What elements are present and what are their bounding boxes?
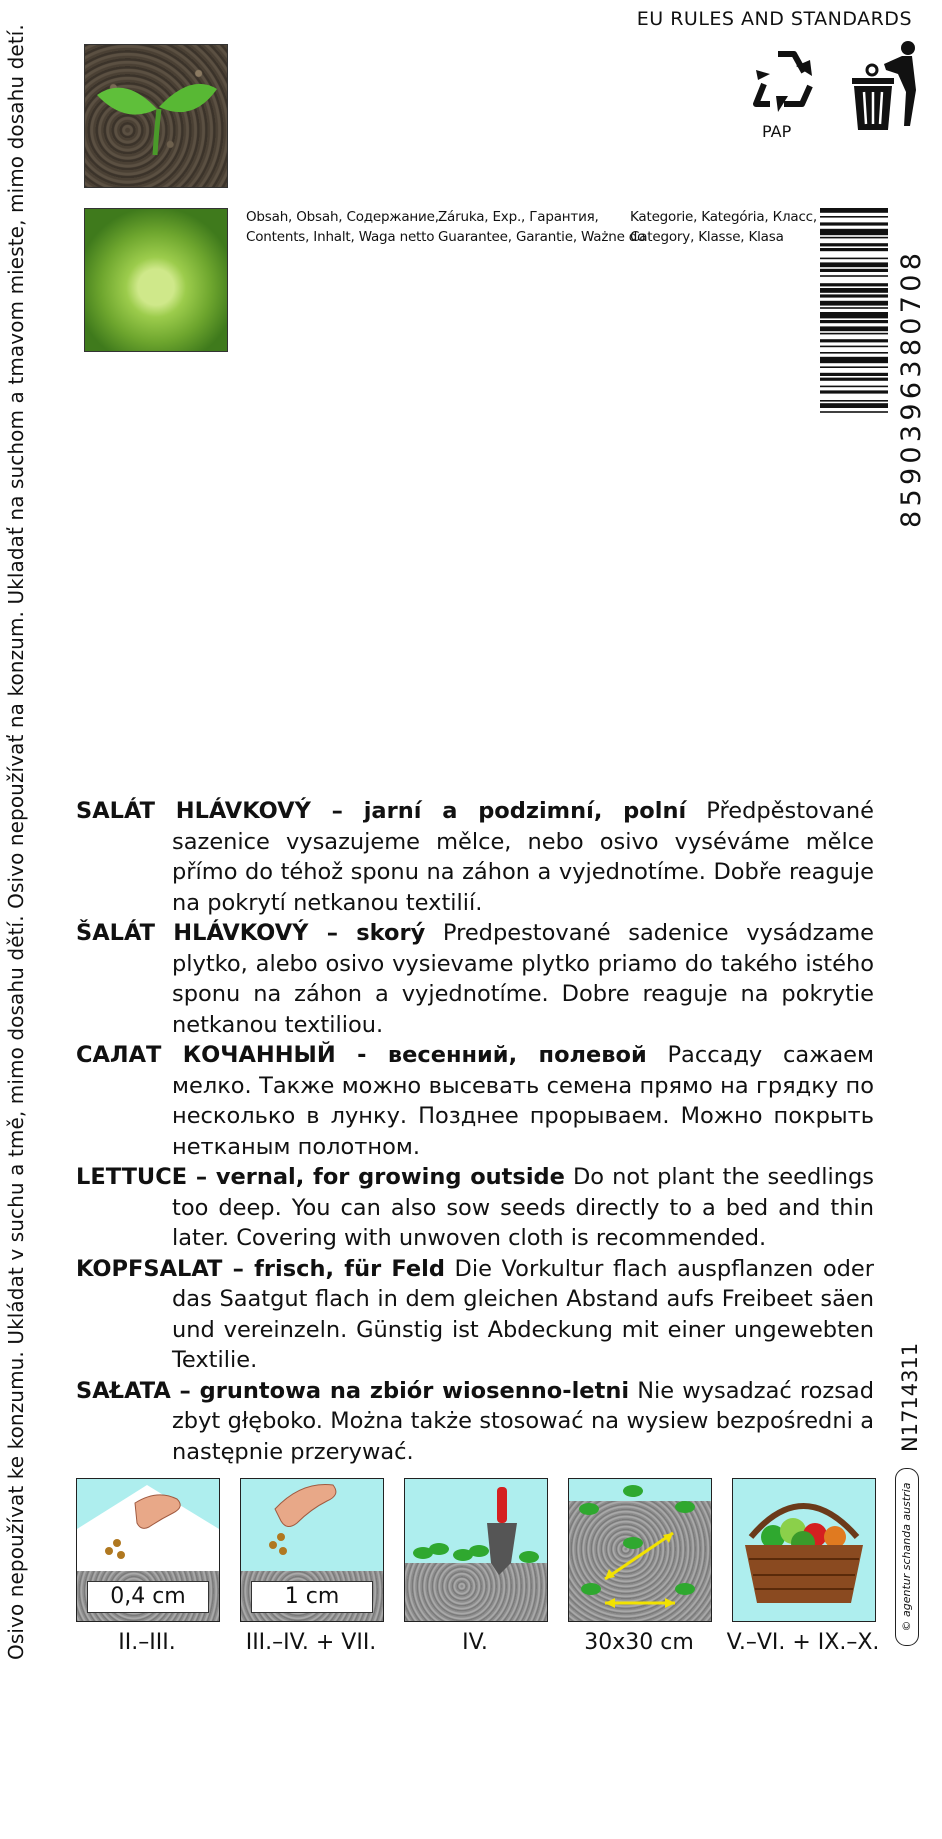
barcode-bar xyxy=(820,352,888,354)
barcode xyxy=(820,208,888,528)
meta-category-line-2: Category, Klasse, Klasa xyxy=(630,229,784,245)
barcode-bar xyxy=(820,326,888,331)
sowing-depth: 0,4 cm xyxy=(87,1581,209,1613)
meta-guarantee xyxy=(438,207,645,247)
barcode-bar xyxy=(820,320,888,323)
meta-category-line-1: Kategorie, Kategória, Класс, xyxy=(630,209,817,225)
trowel-seedlings-icon xyxy=(405,1479,547,1621)
description-sk-text: Predpestované sadenice vysádzame plytko, alebo osivo vysievame plytko priamo do takého istého sponu na záhon a vyjednotíme. Dobre reaguje na pokrytie netkanou textiliou. xyxy=(172,920,874,1038)
barcode-bar xyxy=(820,237,888,239)
barcode-bar xyxy=(820,312,888,318)
meta-guarantee-line-1: Záruka, Exp., Гарантия, xyxy=(438,209,599,225)
meta-contents xyxy=(246,207,439,247)
barcode-bar xyxy=(820,208,888,213)
barcode-bar xyxy=(820,258,888,260)
barcode-bar xyxy=(820,294,888,297)
description-de-title: KOPFSALAT – frisch, für Feld xyxy=(76,1255,445,1282)
panel-harvest xyxy=(732,1478,876,1622)
panel-5-caption: V.–VI. + IX.–X. xyxy=(726,1630,880,1655)
meta-category xyxy=(630,207,817,247)
description-sk-title: ŠALÁT HLÁVKOVÝ – skorý xyxy=(76,920,426,946)
barcode-bar xyxy=(820,366,888,368)
seedling-photo xyxy=(84,44,228,188)
description-sk xyxy=(76,918,874,1040)
panel-1-caption: II.–III. xyxy=(118,1630,176,1655)
copyright-badge: © agentur schanda austria xyxy=(895,1468,919,1646)
barcode-digits: 8590396380708 xyxy=(896,248,927,528)
barcode-bar xyxy=(820,411,888,413)
description-de xyxy=(76,1254,874,1376)
barcode-bar xyxy=(820,248,888,251)
barcode-bar xyxy=(820,400,888,402)
description-de-text: Die Vorkultur flach auspflanzen oder das Saatgut flach in dem gleichen Abstand aufs Freibeet säen und vereinzeln. Günstig ist Abdeckung mit einer ungewebten Textilie. xyxy=(172,1255,875,1373)
barcode-bar xyxy=(820,301,888,306)
description-pl-text: Nie wysadzać rozsad zbyt głęboko. Można także stosować na wysiew bezpośredni a następnie przerywać. xyxy=(172,1377,874,1465)
barcode-bar xyxy=(820,243,888,246)
barcode-bar xyxy=(820,339,888,342)
panel-4-caption: 30x30 cm xyxy=(584,1630,694,1655)
barcode-bar xyxy=(820,288,888,293)
descriptions xyxy=(76,796,874,1467)
description-pl-title: SAŁATA – gruntowa na zbiór wiosenno-letni xyxy=(76,1377,630,1404)
description-ru-title: САЛАТ КОЧАННЫЙ - весенний, полевой xyxy=(76,1042,647,1068)
recycle-icon xyxy=(748,46,824,118)
barcode-bar xyxy=(820,222,888,225)
panel-spacing xyxy=(568,1478,712,1622)
barcode-bar xyxy=(820,262,888,267)
storage-warning-vertical: Osivo nepoužívat ke konzumu. Ukládat v suchu a tmě, mimo dosahu dětí. Osivo nepoužívať na konzum. Ukladať na suchom a tmavom mieste, mimo dosahu detí. xyxy=(4,24,28,1660)
eu-rules-title: EU RULES AND STANDARDS xyxy=(636,8,912,30)
meta-contents-line-2: Contents, Inhalt, Waga netto xyxy=(246,229,435,245)
description-en-title: LETTUCE – vernal, for growing outside xyxy=(76,1164,565,1190)
description-ru-text: Рассаду сажаем мелко. Также можно высевать семена прямо на грядку по несколько в лунку. Позднее прорываем. Можно покрыть нетканым полотном. xyxy=(172,1042,875,1160)
barcode-bar xyxy=(820,386,888,388)
description-pl xyxy=(76,1376,874,1468)
pap-label: PAP xyxy=(762,122,792,141)
description-cs xyxy=(76,796,874,918)
harvest-basket-icon xyxy=(733,1479,875,1621)
barcode-bar xyxy=(820,357,888,363)
barcode-bar xyxy=(820,275,888,277)
barcode-bar xyxy=(820,346,888,348)
product-code: N1714311 xyxy=(898,1342,922,1452)
barcode-bar xyxy=(820,378,888,381)
barcode-bar xyxy=(820,373,888,376)
panel-sowing-deep xyxy=(240,1478,384,1622)
panel-sowing-shallow xyxy=(76,1478,220,1622)
barcode-bar xyxy=(820,307,888,309)
barcode-bar xyxy=(820,269,888,272)
barcode-bar xyxy=(820,283,888,286)
barcode-bar xyxy=(820,216,888,218)
description-en xyxy=(76,1162,874,1254)
lettuce-photo xyxy=(84,208,228,352)
panel-planting xyxy=(404,1478,548,1622)
sowing-depth: 1 cm xyxy=(251,1581,373,1613)
meta-guarantee-line-2: Guarantee, Garantie, Ważne do xyxy=(438,229,646,245)
trash-bin-icon xyxy=(846,40,926,132)
meta-contents-line-1: Obsah, Obsah, Содержание, xyxy=(246,209,439,225)
description-cs-title: SALÁT HLÁVKOVÝ – jarní a podzimní, polní xyxy=(76,798,687,824)
panel-2-caption: III.–IV. + VII. xyxy=(245,1630,377,1655)
description-en-text: Do not plant the seedlings too deep. You can also sow seeds directly to a bed and thin later. Covering with unwoven cloth is recommended. xyxy=(172,1164,874,1251)
panel-3-caption: IV. xyxy=(462,1630,488,1655)
barcode-bar xyxy=(820,403,888,408)
barcode-bar xyxy=(820,229,888,235)
spacing-arrows-icon xyxy=(569,1479,711,1621)
description-cs-text: Předpěstované sazenice vysazujeme mělce, nebo osivo vyséváme mělce přímo do téhož sponu na záhon a vyjednotíme. Dobře reaguje na pokrytí netkanou textilií. xyxy=(172,798,874,916)
barcode-bar xyxy=(820,390,888,393)
barcode-bar xyxy=(820,333,888,335)
description-ru xyxy=(76,1040,874,1162)
